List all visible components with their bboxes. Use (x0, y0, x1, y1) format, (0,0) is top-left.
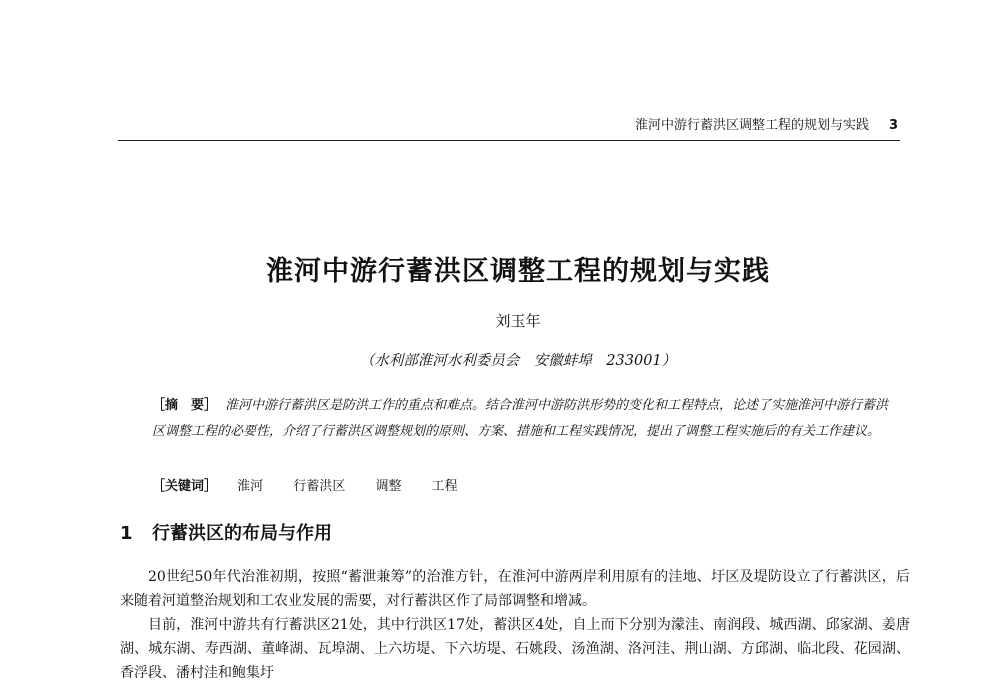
article-title: 淮河中游行蓄洪区调整工程的规划与实践 (266, 256, 770, 287)
keyword: 调整 (375, 479, 402, 494)
running-header (118, 116, 898, 136)
section-heading (120, 519, 332, 549)
section-number: 1 (120, 523, 133, 544)
section-title: 行蓄洪区的布局与作用 (152, 523, 332, 544)
paragraph: 目前，淮河中游共有行蓄洪区21处，其中行洪区17处，蓄洪区4处，自上而下分别为濛洼、南润段、城西湖、邱家湖、姜唐湖、城东湖、寿西湖、董峰湖、瓦埠湖、上六坊堤、下六坊堤、石姚段、汤渔湖、洛河洼、荆山湖、方邱湖、临北段、花园湖、香浮段、潘村洼和鲍集圩 (120, 617, 910, 681)
abstract-text: 淮河中游行蓄洪区是防洪工作的重点和难点。结合淮河中游防洪形势的变化和工程特点，论述了实施淮河中游行蓄洪区调整工程的必要性，介绍了行蓄洪区调整规划的原则、方案、措施和工程实践情况，提出了调整工程实施后的有关工作建议。 (152, 398, 889, 439)
paragraph: 20世纪50年代治淮初期，按照“蓄泄兼筹”的治淮方针，在淮河中游两岸利用原有的洼地、圩区及堤防设立了行蓄洪区，后来随着河道整治规划和工农业发展的需要，对行蓄洪区作了局部调整和增减。 (120, 569, 910, 609)
abstract-label: ［摘 要］ (152, 398, 218, 413)
keywords-label: ［关键词］ (152, 479, 218, 494)
abstract (152, 393, 892, 445)
body-text (120, 565, 910, 685)
page-number: 3 (888, 118, 898, 133)
author-name: 刘玉年 (495, 312, 541, 330)
keyword: 行蓄洪区 (293, 479, 346, 494)
running-header-title: 淮河中游行蓄洪区调整工程的规划与实践 (634, 118, 869, 133)
author-affiliation: （水利部淮河水利委员会 安徽蚌埠 233001） (359, 353, 677, 369)
keywords (152, 475, 892, 499)
keyword: 工程 (431, 479, 458, 494)
keyword: 淮河 (237, 479, 264, 494)
header-rule (118, 140, 900, 141)
